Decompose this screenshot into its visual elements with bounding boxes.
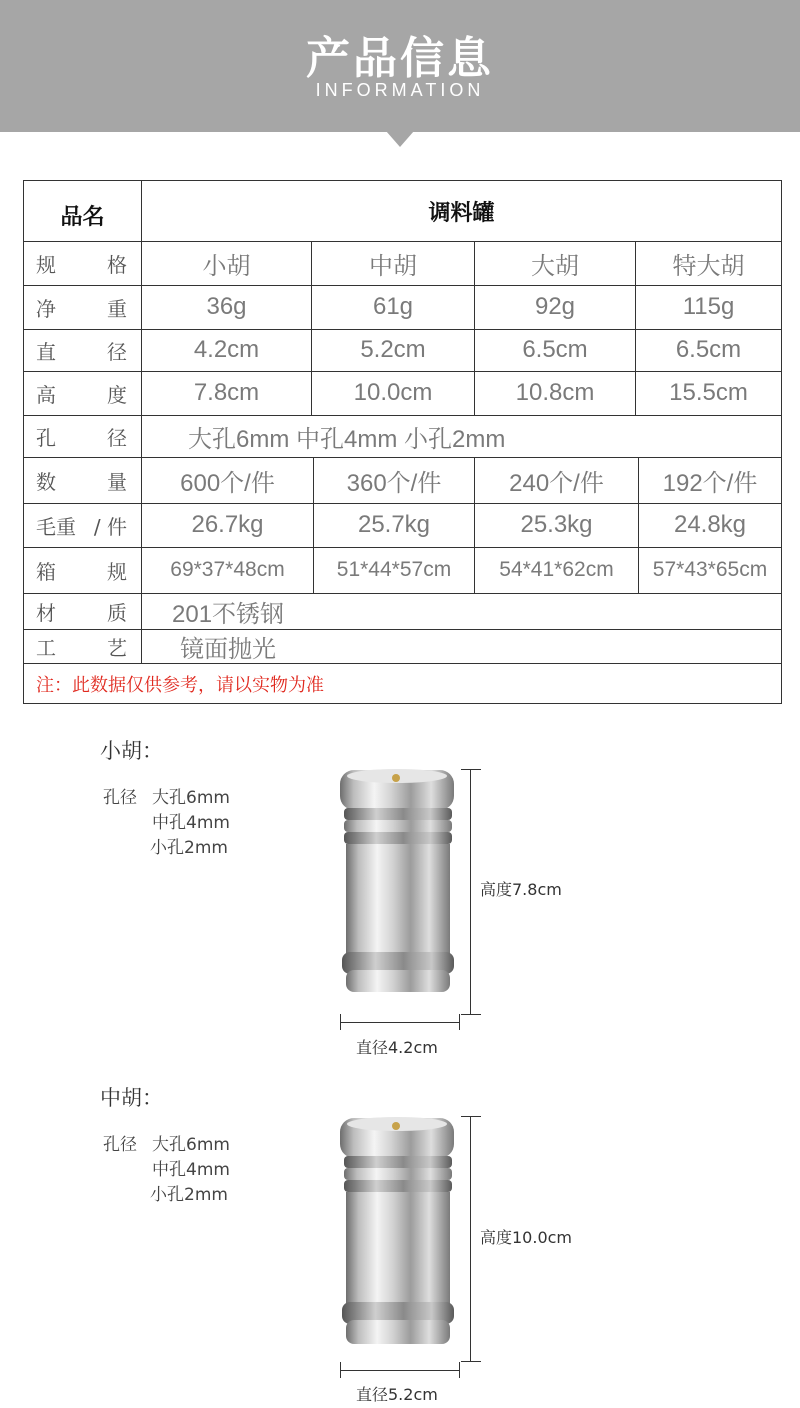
gross-weight-cell: 26.7kg [191, 511, 264, 538]
net-weight-cell: 61g [372, 293, 414, 320]
hole-value: 大孔6mm 中孔4mm 小孔2mm [188, 425, 506, 453]
size-medium: 中胡 [369, 252, 417, 280]
product-name-label: 品名 [60, 204, 105, 230]
diameter-cell: 5.2cm [360, 336, 426, 363]
section-title-medium: 中胡： [100, 1086, 163, 1110]
gross-weight-cell: 25.7kg [357, 511, 431, 538]
height-dimension-small: 高度7.8cm [480, 880, 562, 899]
page-title: 产品信息 [306, 33, 494, 84]
diameter-cell: 6.5cm [675, 336, 742, 363]
diameter-dimension-small: 直径4.2cm [356, 1038, 438, 1057]
banner-notch [386, 131, 414, 147]
height-dimension-medium: 高度10.0cm [480, 1228, 573, 1247]
size-small: 小胡 [202, 252, 251, 280]
material-value: 201不锈钢 [172, 600, 285, 628]
height-cell: 7.8cm [193, 379, 260, 406]
quantity-cell: 192个/件 [662, 469, 758, 497]
diameter-cell: 6.5cm [522, 336, 588, 363]
height-label: 高 度 [36, 382, 127, 407]
hole-large-small: 大孔6mm [152, 788, 230, 808]
diameter-label: 直 径 [36, 339, 127, 364]
gross-weight-label: 毛重 / 件 [36, 514, 127, 539]
size-large: 大胡 [531, 252, 579, 280]
height-cell: 10.8cm [515, 379, 595, 406]
quantity-cell: 240个/件 [509, 469, 604, 497]
diameter-cell: 4.2cm [193, 336, 260, 363]
diameter-dimension-medium: 直径5.2cm [356, 1385, 438, 1404]
hole-label: 孔 径 [36, 425, 127, 450]
gross-weight-cell: 25.3kg [520, 511, 593, 538]
box-size-cell: 51*44*57cm [336, 558, 452, 581]
net-weight-cell: 36g [206, 293, 247, 320]
quantity-label: 数 量 [36, 469, 127, 494]
net-weight-label: 净 重 [36, 296, 127, 321]
craft-value: 镜面抛光 [180, 635, 276, 663]
net-weight-cell: 92g [534, 293, 576, 320]
product-name-value: 调料罐 [428, 200, 495, 226]
hole-small-medium: 小孔2mm [150, 1185, 228, 1205]
hole-label-small: 孔径 [103, 788, 137, 808]
height-cell: 10.0cm [353, 379, 433, 406]
size-xlarge: 特大胡 [672, 252, 745, 280]
shaker-image-small [330, 764, 470, 1024]
hole-small-small: 小孔2mm [150, 838, 228, 858]
spec-label: 规 格 [36, 252, 127, 277]
page-subtitle: INFORMATION [315, 80, 485, 100]
net-weight-cell: 115g [682, 293, 735, 320]
shaker-image-medium [330, 1112, 470, 1372]
box-size-cell: 54*41*62cm [499, 558, 614, 581]
quantity-cell: 360个/件 [346, 469, 442, 497]
hole-large-medium: 大孔6mm [152, 1135, 230, 1155]
hole-label-medium: 孔径 [103, 1135, 137, 1155]
material-label: 材 质 [36, 600, 127, 625]
section-title-small: 小胡： [100, 739, 163, 763]
quantity-cell: 600个/件 [180, 469, 275, 497]
disclaimer-note: 注：此数据仅供参考，请以实物为准 [36, 675, 324, 696]
craft-label: 工 艺 [36, 635, 127, 660]
spec-table [23, 180, 782, 704]
hole-medium-small: 中孔4mm [152, 813, 230, 833]
box-size-cell: 69*37*48cm [170, 558, 285, 581]
hole-medium-medium: 中孔4mm [152, 1160, 230, 1180]
box-size-label: 箱 规 [36, 559, 127, 584]
height-cell: 15.5cm [669, 379, 748, 406]
box-size-cell: 57*43*65cm [652, 558, 768, 581]
gross-weight-cell: 24.8kg [673, 511, 747, 538]
